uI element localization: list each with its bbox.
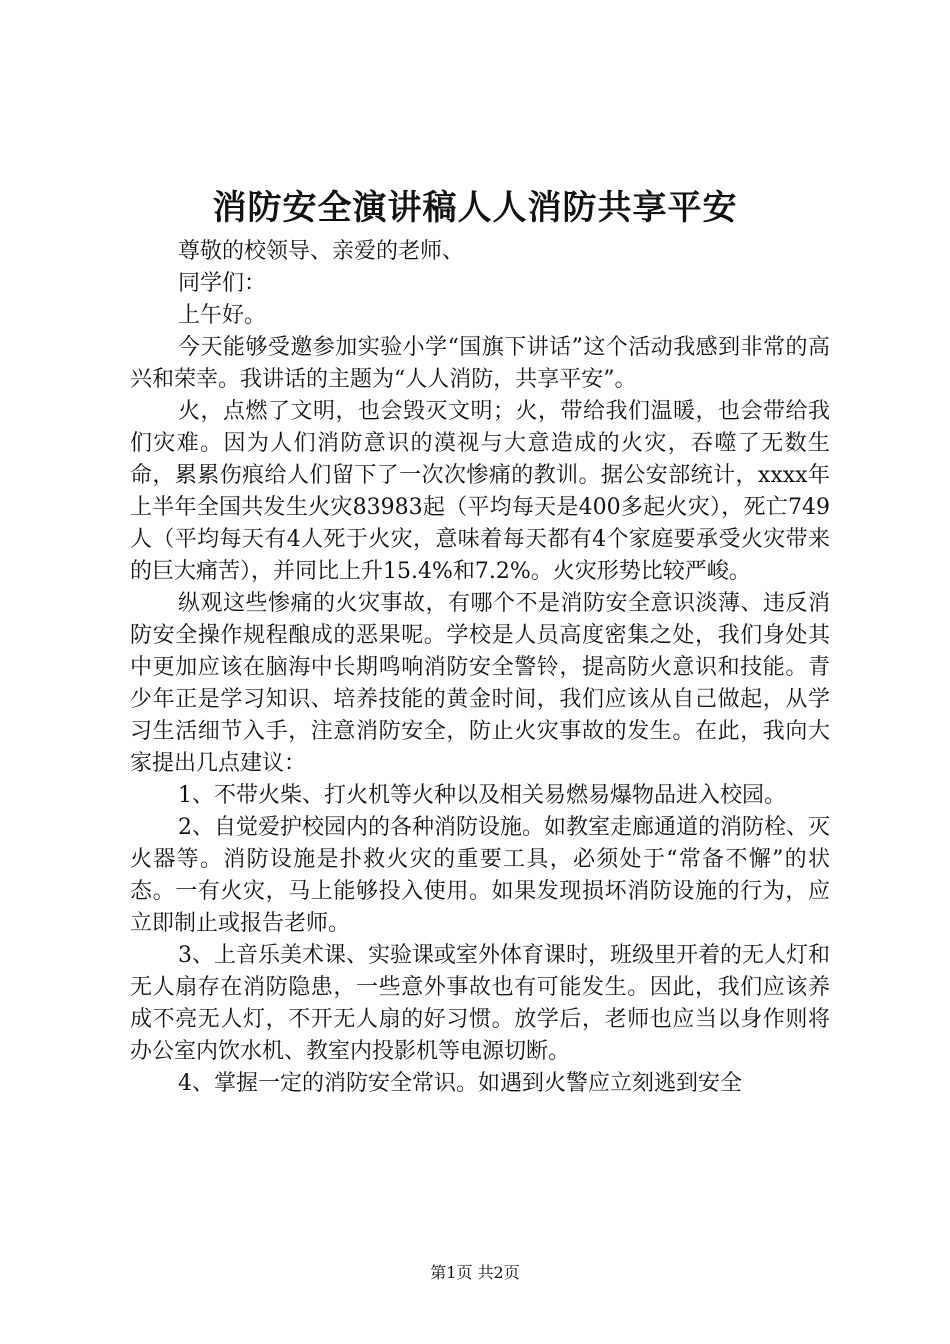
document-title: 消防安全演讲稿人人消防共享平安 <box>212 188 738 228</box>
paragraph-greeting: 上午好。 <box>178 303 267 328</box>
paragraph-suggestion-1: 1、不带火柴、打火机等火种以及相关易燃易爆物品进入校园。 <box>178 783 786 808</box>
paragraph-intro: 今天能够受邀参加实验小学“国旗下讲话”这个活动我感到非常的高兴和荣幸。我讲话的主题为“人人消防，共享平安”。 <box>130 335 830 392</box>
page-number-footer: 第1页 共2页 <box>430 1263 520 1282</box>
paragraph-salutation-2: 同学们： <box>178 271 267 296</box>
document-body <box>130 236 830 1100</box>
paragraph-salutation-1: 尊敬的校领导、亲爱的老师、 <box>178 239 465 264</box>
paragraph-fire-statistics: 火，点燃了文明，也会毁灭文明；火，带给我们温暖，也会带给我们灾难。因为人们消防意识的漠视与大意造成的火灾，吞噬了无数生命，累累伤痕给人们留下了一次次惨痛的教训。据公安部统计，xxxx年上半年全国共发生火灾83983起（平均每天是400多起火灾），死亡749人（平均每天有4人死于火灾，意味着每天都有4个家庭要承受火灾带来的巨大痛苦），并同比上升15.4%和7.2%。火灾形势比较严峻。 <box>130 399 830 584</box>
paragraph-suggestion-4: 4、掌握一定的消防安全常识。如遇到火警应立刻逃到安全 <box>178 1071 742 1096</box>
paragraph-suggestion-2: 2、自觉爱护校园内的各种消防设施。如教室走廊通道的消防栓、灭火器等。消防设施是扑救火灾的重要工具，必须处于“常备不懈”的状态。一有火灾，马上能够投入使用。如果发现损坏消防设施的行为，应立即制止或报告老师。 <box>130 815 830 936</box>
paragraph-suggestion-3: 3、上音乐美术课、实验课或室外体育课时，班级里开着的无人灯和无人扇存在消防隐患，一些意外事故也有可能发生。因此，我们应该养成不亮无人灯，不开无人扇的好习惯。放学后，老师也应当以身作则将办公室内饮水机、教室内投影机等电源切断。 <box>130 943 830 1064</box>
paragraph-fire-awareness: 纵观这些惨痛的火灾事故，有哪个不是消防安全意识淡薄、违反消防安全操作规程酿成的恶果呢。学校是人员高度密集之处，我们身处其中更加应该在脑海中长期鸣响消防安全警铃，提高防火意识和技能。青少年正是学习知识、培养技能的黄金时间，我们应该从自己做起，从学习生活细节入手，注意消防安全，防止火灾事故的发生。在此，我向大家提出几点建议： <box>130 591 830 776</box>
